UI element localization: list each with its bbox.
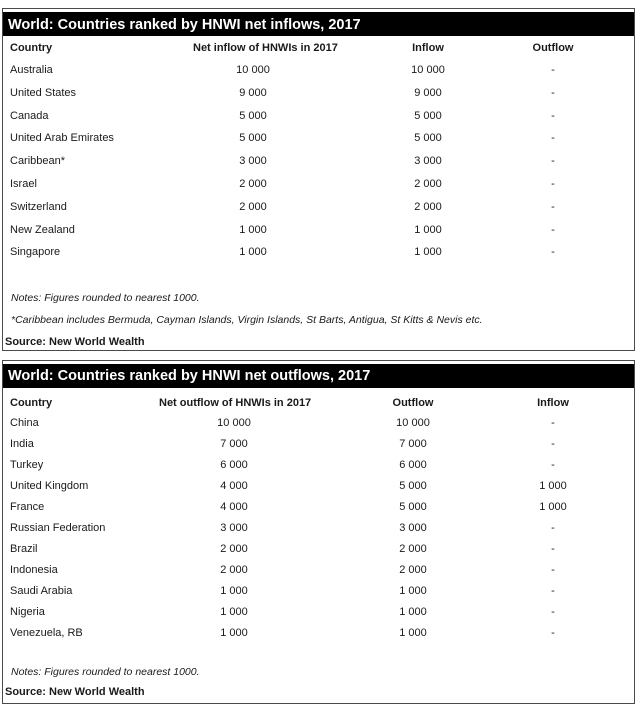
cell-secondary: - — [551, 438, 555, 450]
table-row — [3, 176, 634, 192]
cell-primary: 2 000 — [414, 178, 442, 190]
cell-net: 7 000 — [220, 438, 248, 450]
cell-country: Israel — [10, 178, 37, 190]
table-row — [3, 222, 634, 238]
cell-country: Caribbean* — [10, 155, 66, 168]
cell-secondary: - — [551, 417, 555, 429]
cell-country: India — [10, 438, 34, 450]
header-inflow: Inflow — [412, 42, 444, 54]
cell-primary: 5 000 — [414, 132, 442, 145]
cell-secondary: - — [551, 522, 555, 534]
table-row — [3, 153, 634, 169]
header-outflow: Outflow — [532, 42, 574, 54]
cell-primary: 5 000 — [399, 501, 427, 513]
cell-country: New Zealand — [10, 223, 75, 236]
cell-primary: 2 000 — [399, 564, 427, 576]
cell-secondary: - — [551, 155, 555, 168]
inflows-header-row — [3, 40, 634, 56]
cell-net: 9 000 — [239, 86, 267, 99]
cell-secondary: - — [551, 223, 555, 236]
table-row — [3, 478, 634, 494]
inflows-title: World: Countries ranked by HNWI net inflows, 2017 — [3, 12, 634, 36]
cell-primary: 3 000 — [414, 155, 442, 168]
cell-net: 3 000 — [239, 155, 267, 168]
cell-net: 1 000 — [239, 246, 267, 259]
cell-secondary: - — [551, 459, 555, 471]
outflows-title: World: Countries ranked by HNWI net outflows, 2017 — [3, 364, 634, 388]
cell-primary: 5 000 — [399, 480, 427, 492]
cell-primary: 3 000 — [399, 522, 427, 534]
header-country: Country — [10, 397, 53, 409]
table-row — [3, 625, 634, 641]
outflows-header-row — [3, 395, 634, 411]
cell-secondary: - — [551, 64, 555, 76]
cell-country: Nigeria — [10, 606, 45, 618]
table-row — [3, 244, 634, 260]
cell-secondary: - — [551, 585, 555, 597]
table-row — [3, 108, 634, 124]
cell-primary: 1 000 — [399, 606, 427, 618]
inflows-source: Source: New World Wealth — [5, 336, 145, 348]
outflows-notes: Notes: Figures rounded to nearest 1000. — [11, 666, 200, 678]
cell-country: United Kingdom — [10, 480, 89, 492]
cell-primary: 5 000 — [414, 109, 442, 122]
cell-primary: 10 000 — [411, 64, 445, 76]
cell-country: Saudi Arabia — [10, 585, 73, 597]
cell-secondary: 1 000 — [539, 501, 567, 513]
cell-net: 5 000 — [239, 132, 267, 145]
cell-secondary: - — [551, 543, 555, 555]
cell-net: 2 000 — [220, 543, 248, 555]
header-country: Country — [10, 42, 53, 54]
cell-secondary: - — [551, 178, 555, 190]
cell-secondary: - — [551, 606, 555, 618]
table-row — [3, 604, 634, 620]
table-row — [3, 541, 634, 557]
cell-country: Switzerland — [10, 200, 67, 213]
cell-country: Singapore — [10, 246, 61, 259]
cell-secondary: - — [551, 200, 555, 213]
outflows-source: Source: New World Wealth — [5, 686, 145, 698]
table-row — [3, 520, 634, 536]
table-row — [3, 130, 634, 146]
cell-country: France — [10, 501, 45, 513]
cell-country: United States — [10, 86, 77, 99]
cell-country: Brazil — [10, 543, 38, 555]
inflows-footnote: *Caribbean includes Bermuda, Cayman Islands, Virgin Islands, St Barts, Antigua, St Kitts & Nevis etc. — [11, 314, 483, 326]
cell-primary: 1 000 — [399, 585, 427, 597]
cell-net: 5 000 — [239, 109, 267, 122]
cell-net: 6 000 — [220, 459, 248, 471]
header-net-outflow: Net outflow of HNWIs in 2017 — [159, 397, 312, 409]
table-row — [3, 457, 634, 473]
cell-primary: 1 000 — [414, 246, 442, 259]
cell-net: 3 000 — [220, 522, 248, 534]
cell-country: Australia — [10, 64, 53, 76]
cell-country: Indonesia — [10, 564, 58, 576]
table-row — [3, 199, 634, 215]
cell-secondary: - — [551, 564, 555, 576]
cell-primary: 9 000 — [414, 86, 442, 99]
cell-primary: 2 000 — [414, 200, 442, 213]
cell-secondary: - — [551, 246, 555, 259]
table-row — [3, 85, 634, 101]
cell-net: 4 000 — [220, 480, 248, 492]
cell-country: Turkey — [10, 459, 44, 471]
cell-primary: 1 000 — [399, 627, 427, 639]
cell-country: Venezuela, RB — [10, 627, 83, 639]
cell-secondary: - — [551, 132, 555, 145]
cell-net: 4 000 — [220, 501, 248, 513]
cell-net: 1 000 — [220, 606, 248, 618]
table-row — [3, 436, 634, 452]
cell-net: 10 000 — [217, 417, 251, 429]
inflows-table — [2, 8, 635, 351]
cell-net: 2 000 — [239, 178, 267, 190]
cell-secondary: 1 000 — [539, 480, 567, 492]
cell-primary: 2 000 — [399, 543, 427, 555]
cell-secondary: - — [551, 627, 555, 639]
cell-net: 2 000 — [239, 200, 267, 213]
table-row — [3, 499, 634, 515]
cell-primary: 10 000 — [396, 417, 430, 429]
cell-secondary: - — [551, 86, 555, 99]
header-outflow: Outflow — [392, 397, 434, 409]
table-row — [3, 562, 634, 578]
table-row — [3, 415, 634, 431]
header-inflow: Inflow — [537, 397, 569, 409]
table-row — [3, 583, 634, 599]
cell-net: 2 000 — [220, 564, 248, 576]
cell-country: Canada — [10, 109, 49, 122]
cell-country: United Arab Emirates — [10, 132, 114, 145]
cell-net: 10 000 — [236, 64, 270, 76]
cell-net: 1 000 — [220, 585, 248, 597]
header-net-inflow: Net inflow of HNWIs in 2017 — [193, 42, 338, 54]
outflows-table — [2, 360, 635, 704]
cell-primary: 6 000 — [399, 459, 427, 471]
cell-country: Russian Federation — [10, 522, 106, 534]
cell-net: 1 000 — [239, 223, 267, 236]
table-row — [3, 62, 634, 78]
cell-primary: 7 000 — [399, 438, 427, 450]
cell-net: 1 000 — [220, 627, 248, 639]
cell-secondary: - — [551, 109, 555, 122]
cell-country: China — [10, 417, 39, 429]
cell-primary: 1 000 — [414, 223, 442, 236]
inflows-notes: Notes: Figures rounded to nearest 1000. — [11, 292, 200, 304]
